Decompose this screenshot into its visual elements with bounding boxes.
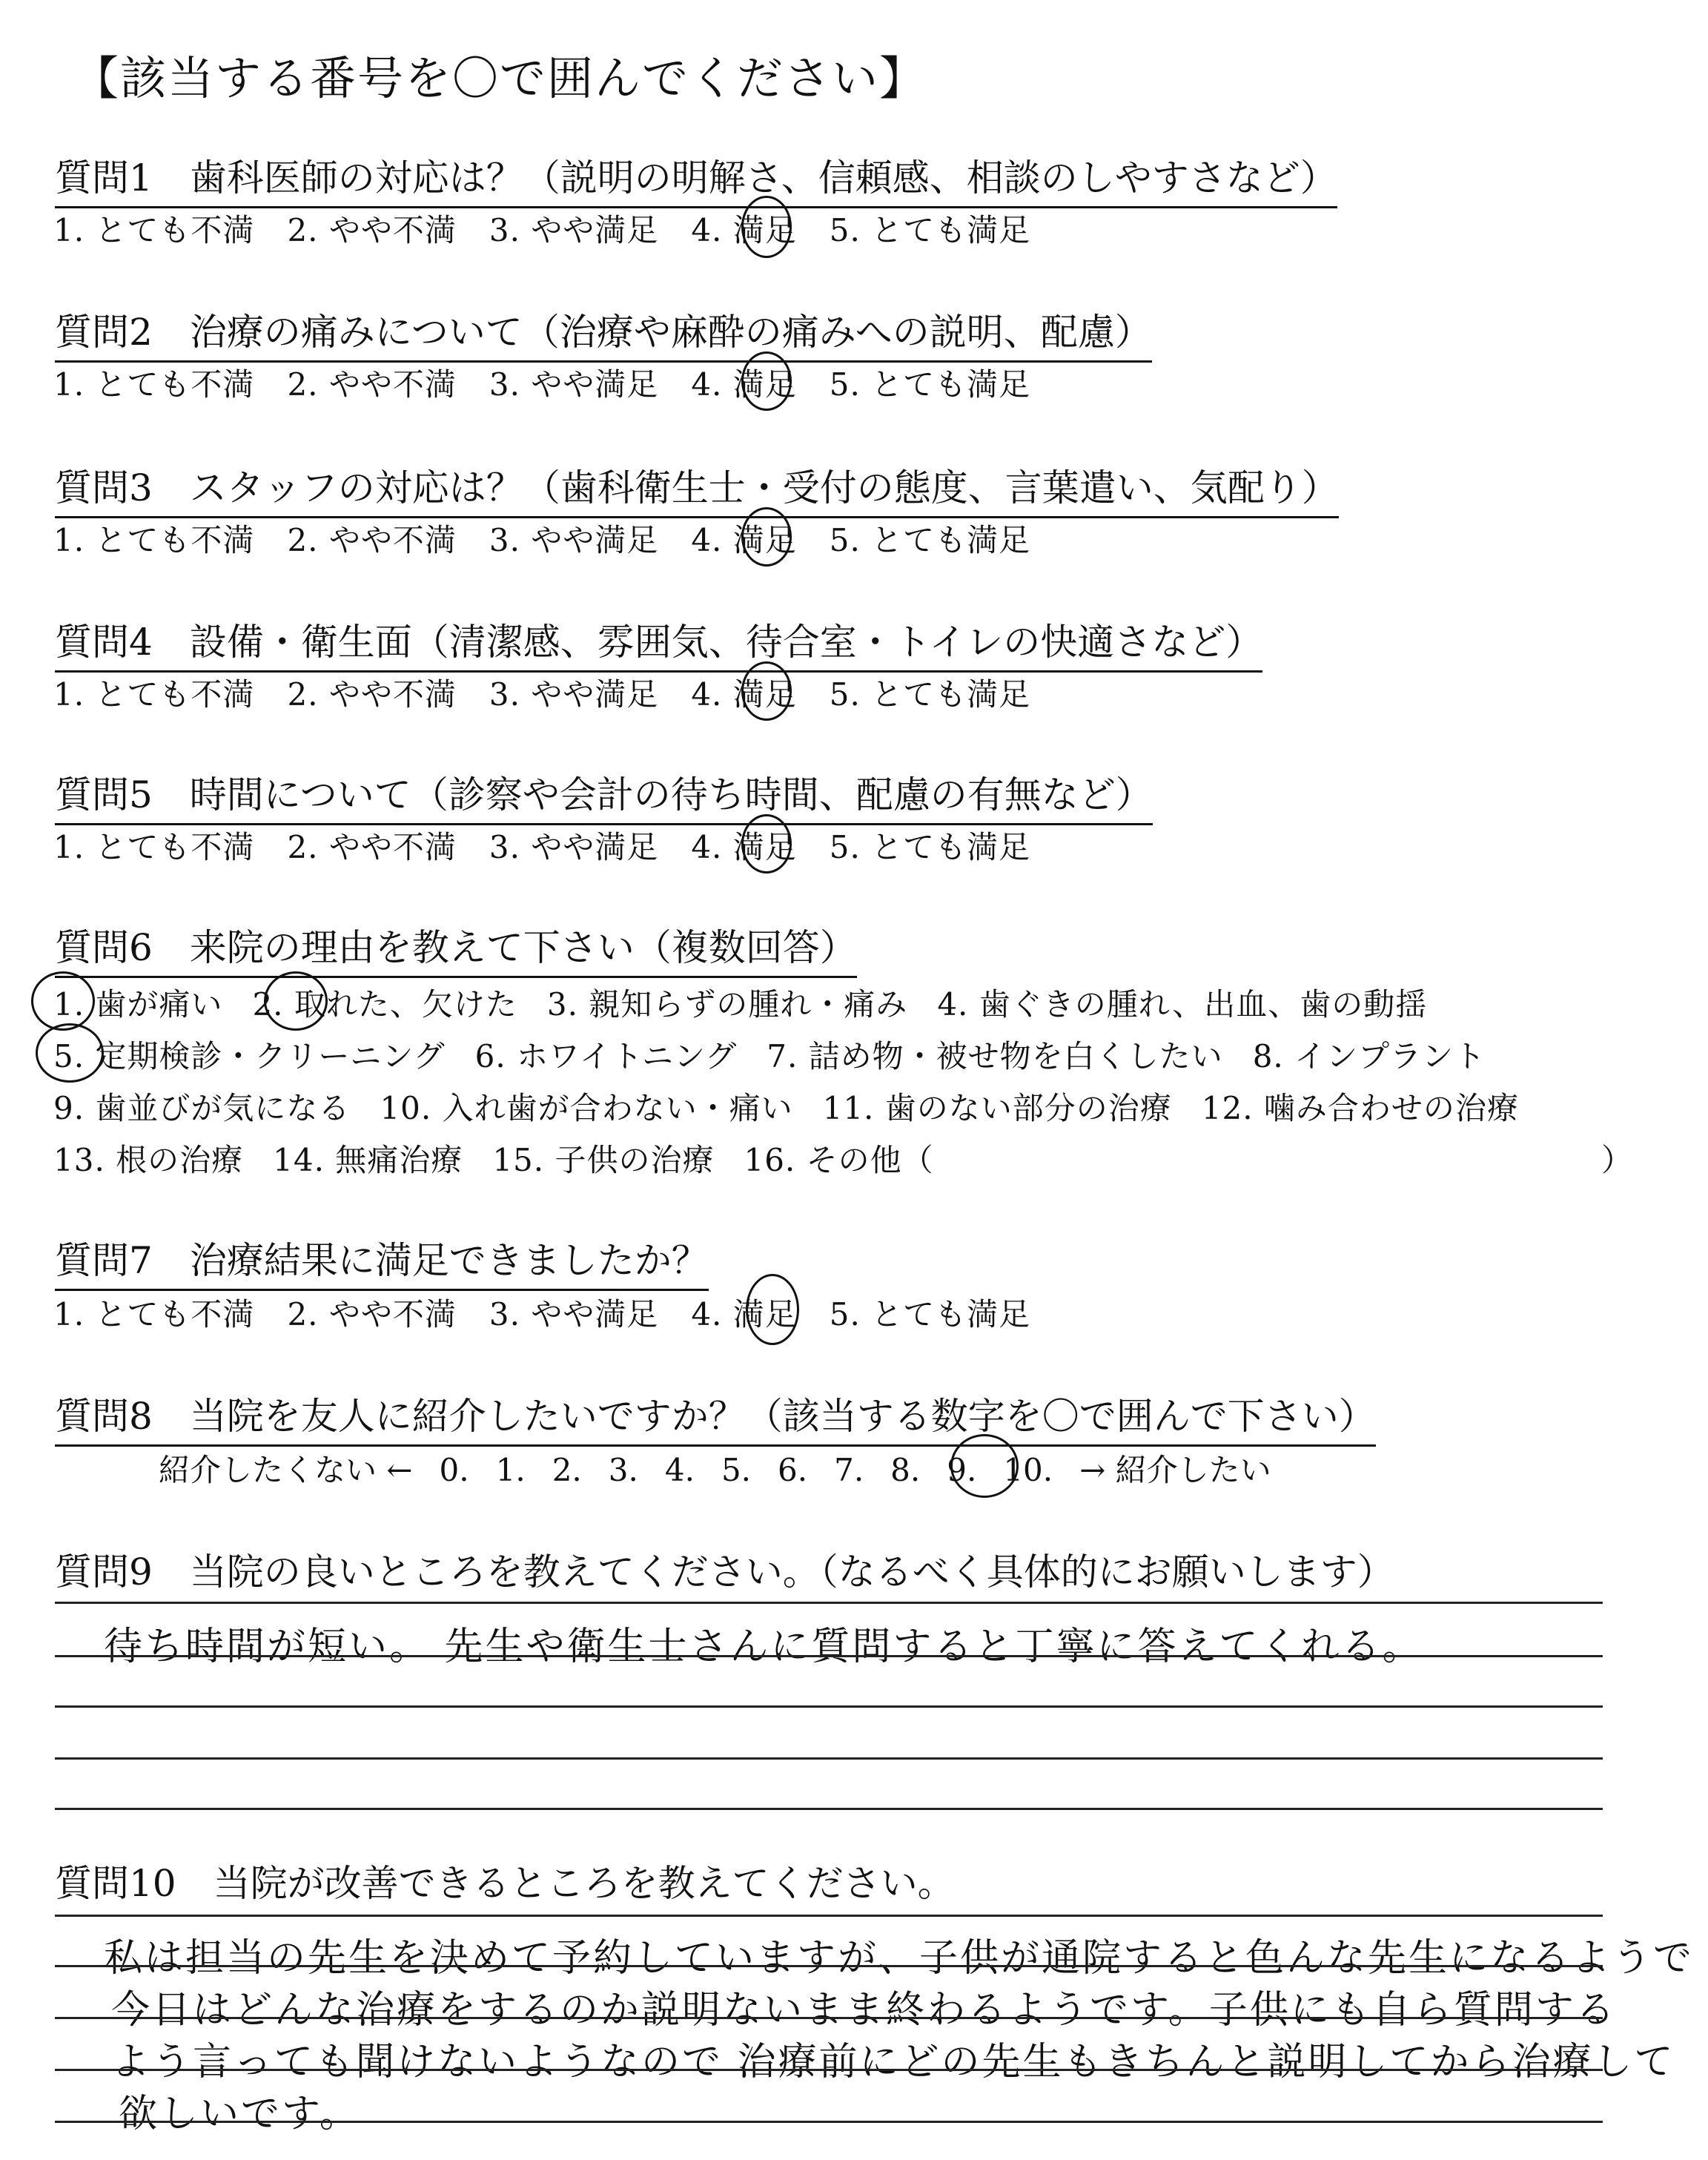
- reason-2[interactable]: 2. 取れた、欠けた: [252, 986, 517, 1023]
- answer-line: [55, 2069, 1603, 2071]
- option-2[interactable]: 2. やや不満: [287, 829, 457, 865]
- question-2-options: [53, 360, 1063, 405]
- reason-3[interactable]: 3. 親知らずの腫れ・痛み: [546, 986, 908, 1023]
- answer-line: [55, 2121, 1603, 2123]
- question-3-label: 質問3 スタッフの対応は？（歯科衛生士・受付の態度、言葉遣い、気配り）: [55, 458, 1339, 518]
- option-2[interactable]: 2. やや不満: [287, 1296, 457, 1332]
- answer-line: [55, 1808, 1603, 1810]
- selection-circle-icon: [741, 661, 792, 721]
- question-10-answer-line-1[interactable]: 私は担当の先生を決めて予約していますが、子供が通院すると色んな先生になるようで: [104, 1936, 1695, 1981]
- scale-6[interactable]: 6.: [778, 1452, 808, 1488]
- answer-line: [55, 2017, 1603, 2019]
- reason-8[interactable]: 8. インプラント: [1252, 1038, 1486, 1074]
- option-3[interactable]: 3. やや満足: [489, 212, 659, 248]
- option-4[interactable]: 4. 満足: [691, 829, 797, 865]
- answer-line: [55, 1602, 1603, 1604]
- question-6-row-3: [53, 1084, 1549, 1129]
- option-4[interactable]: 4. 満足: [691, 676, 797, 713]
- recommend-scale: [159, 1446, 1298, 1490]
- reason-5[interactable]: 5. 定期検診・クリーニング: [53, 1038, 446, 1074]
- reason-1[interactable]: 1. 歯が痛い: [53, 986, 223, 1023]
- scale-right-label: → 紹介したい: [1079, 1452, 1271, 1488]
- selection-circle-icon: [741, 507, 792, 567]
- question-10-label: 質問10 当院が改善できるところを教えてください。: [55, 1862, 955, 1905]
- reason-12[interactable]: 12. 噛み合わせの治療: [1201, 1090, 1519, 1126]
- question-9-label: 質問9 当院の良いところを教えてください。（なるべく具体的にお願いします）: [55, 1550, 1394, 1593]
- option-1[interactable]: 1. とても不満: [53, 366, 255, 403]
- selection-circle-icon: [36, 1023, 104, 1083]
- option-2[interactable]: 2. やや不満: [287, 366, 457, 403]
- selection-circle-icon: [31, 971, 95, 1031]
- reason-7[interactable]: 7. 詰め物・被せ物を白くしたい: [767, 1038, 1223, 1074]
- scale-10[interactable]: 10.: [1003, 1452, 1053, 1488]
- question-1-options: [53, 206, 1063, 251]
- option-5[interactable]: 5. とても満足: [829, 829, 1031, 865]
- option-1[interactable]: 1. とても不満: [53, 212, 255, 248]
- scale-0[interactable]: 0.: [439, 1452, 469, 1488]
- question-2-label: 質問2 治療の痛みについて（治療や麻酔の痛みへの説明、配慮）: [55, 303, 1152, 363]
- option-3[interactable]: 3. やや満足: [489, 522, 659, 558]
- scale-1[interactable]: 1.: [495, 1452, 526, 1488]
- option-1[interactable]: 1. とても不満: [53, 829, 255, 865]
- question-7-options: [53, 1290, 1063, 1335]
- option-2[interactable]: 2. やや不満: [287, 522, 457, 558]
- option-4[interactable]: 4. 満足: [691, 522, 797, 558]
- reason-4[interactable]: 4. 歯ぐきの腫れ、出血、歯の動揺: [937, 986, 1428, 1023]
- selection-circle-icon: [264, 971, 328, 1031]
- option-1[interactable]: 1. とても不満: [53, 1296, 255, 1332]
- option-5[interactable]: 5. とても満足: [829, 1296, 1031, 1332]
- question-3-options: [53, 516, 1063, 561]
- option-5[interactable]: 5. とても満足: [829, 366, 1031, 403]
- option-1[interactable]: 1. とても不満: [53, 676, 255, 713]
- option-5[interactable]: 5. とても満足: [829, 676, 1031, 713]
- reason-16[interactable]: 16. その他（: [744, 1142, 934, 1178]
- page-title: 【該当する番号を〇で囲んでください】: [73, 51, 927, 105]
- option-2[interactable]: 2. やや不満: [287, 676, 457, 713]
- reason-13[interactable]: 13. 根の治療: [53, 1142, 244, 1178]
- selection-circle-icon: [741, 351, 792, 411]
- scale-7[interactable]: 7.: [834, 1452, 864, 1488]
- answer-line: [55, 1705, 1603, 1708]
- option-3[interactable]: 3. やや満足: [489, 676, 659, 713]
- scale-9[interactable]: 9.: [947, 1452, 977, 1488]
- option-1[interactable]: 1. とても不満: [53, 522, 255, 558]
- question-6-label: 質問6 来院の理由を教えて下さい（複数回答）: [55, 918, 857, 978]
- option-3[interactable]: 3. やや満足: [489, 366, 659, 403]
- option-4[interactable]: 4. 満足: [691, 1296, 797, 1332]
- question-6-row-4: [53, 1136, 964, 1180]
- question-7-label: 質問7 治療結果に満足できましたか？: [55, 1231, 709, 1291]
- reason-14[interactable]: 14. 無痛治療: [273, 1142, 463, 1178]
- question-10-answer-line-2[interactable]: 今日はどんな治療をするのか説明ないまま終わるようです。子供にも自ら質問する: [111, 1988, 1617, 2032]
- question-9-answer[interactable]: 待ち時間が短い。 先生や衛生士さんに質問すると丁寧に答えてくれる。: [104, 1625, 1423, 1669]
- question-5-options: [53, 823, 1063, 868]
- reason-9[interactable]: 9. 歯並びが気になる: [53, 1090, 351, 1126]
- option-3[interactable]: 3. やや満足: [489, 1296, 659, 1332]
- selection-circle-icon: [741, 196, 792, 258]
- option-5[interactable]: 5. とても満足: [829, 522, 1031, 558]
- question-1-label: 質問1 歯科医師の対応は？（説明の明解さ、信頼感、相談のしやすさなど）: [55, 148, 1337, 208]
- option-2[interactable]: 2. やや不満: [287, 212, 457, 248]
- question-8-label: 質問8 当院を友人に紹介したいですか？（該当する数字を〇で囲んで下さい）: [55, 1387, 1376, 1447]
- answer-line: [55, 1965, 1603, 1967]
- scale-5[interactable]: 5.: [721, 1452, 752, 1488]
- reason-11[interactable]: 11. 歯のない部分の治療: [822, 1090, 1172, 1126]
- reason-6[interactable]: 6. ホワイトニング: [474, 1038, 738, 1074]
- answer-line: [55, 1915, 1603, 1917]
- scale-3[interactable]: 3.: [608, 1452, 638, 1488]
- scale-4[interactable]: 4.: [664, 1452, 695, 1488]
- option-3[interactable]: 3. やや満足: [489, 829, 659, 865]
- reason-15[interactable]: 15. 子供の治療: [492, 1142, 715, 1178]
- selection-circle-icon: [741, 814, 792, 873]
- question-10-answer-line-4[interactable]: 欲しいです。: [119, 2092, 360, 2136]
- question-4-label: 質問4 設備・衛生面（清潔感、雰囲気、待合室・トイレの快適さなど）: [55, 612, 1262, 673]
- other-close-paren: ）: [1601, 1142, 1634, 1178]
- option-5[interactable]: 5. とても満足: [829, 212, 1031, 248]
- scale-2[interactable]: 2.: [552, 1452, 582, 1488]
- question-5-label: 質問5 時間について（診察や会計の待ち時間、配慮の有無など）: [55, 765, 1153, 825]
- selection-circle-icon: [746, 1274, 799, 1345]
- question-4-options: [53, 670, 1063, 715]
- question-6-row-2: [53, 1032, 1515, 1077]
- question-10-answer-line-3[interactable]: よう言っても聞けないようなので 治療前にどの先生もきちんと説明してから治療して: [111, 2040, 1675, 2084]
- reason-10[interactable]: 10. 入れ歯が合わない・痛い: [380, 1090, 793, 1126]
- scale-left-label: 紹介したくない ←: [159, 1452, 413, 1488]
- selection-circle-icon: [950, 1434, 1019, 1498]
- answer-line: [55, 1757, 1603, 1760]
- option-4[interactable]: 4. 満足: [691, 366, 797, 403]
- option-4[interactable]: 4. 満足: [691, 212, 797, 248]
- answer-line: [55, 1655, 1603, 1657]
- scale-8[interactable]: 8.: [890, 1452, 921, 1488]
